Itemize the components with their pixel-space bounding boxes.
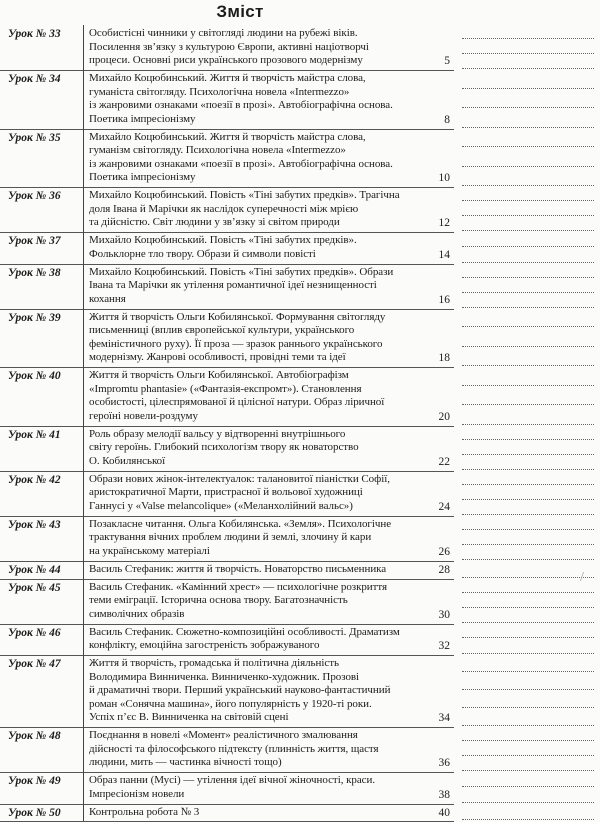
lesson-title-line: й драматичні твори. Перший український науково-фантастичний [89,684,391,697]
lesson-title [89,131,419,185]
note-line [462,499,594,500]
lesson-title [89,369,419,423]
toc-entry [0,580,600,625]
note-line [462,469,594,470]
page-number: 30 [438,608,450,621]
lesson-title-line: Поєднання в новелі «Момент» реалістичного змалювання [89,729,358,742]
lesson-label: Урок № 49 [8,775,61,788]
lesson-title-line: Життя й творчість Ольги Кобилянської. Автобіографізм [89,369,349,382]
note-line [462,404,594,405]
page-number: 8 [444,113,450,126]
lesson-title [89,72,419,126]
lesson-label: Урок № 47 [8,658,61,670]
column-divider [83,264,84,310]
column-divider [83,232,84,264]
column-divider [83,624,84,656]
toc-entry [0,26,600,71]
note-line [462,346,594,347]
note-line [462,514,594,515]
lesson-title-line: Образ панни (Мусі) — утілення ідеї вічної жіночності, краси. [89,774,376,787]
note-line [462,185,594,186]
lesson-title-line: дійсності та філософського підтексту (плинність життя, щастя [89,742,379,755]
lesson-title-line: Фольклорне тло твору. Образи й символи повісті [89,247,316,260]
lesson-label: Урок № 37 [8,235,61,248]
lesson-title-line: Ганнусі у «Valse melancolique» («Меланхолійний вальс») [89,499,353,512]
note-line [462,770,594,771]
note-line [462,671,594,672]
lesson-title-line: трактування вічних проблем людини й землі, злочину й кари [89,531,372,544]
lesson-title [89,473,419,514]
lesson-title-line: Особистісні чинники у світогляді людини на рубежі віків. [89,27,358,39]
lesson-title-line: із жанровими ознаками «поезії в прозі». Автобіографічна основа. [89,157,393,170]
note-line [462,559,594,560]
lesson-title-line: Посилення зв’язку з культурою Європи, активні націотворчі [89,40,369,53]
lesson-title [89,311,419,365]
toc-entry [0,130,600,189]
lesson-title [89,563,419,577]
lesson-title-line: письменниці (вплив європейської культури, українського [89,324,355,337]
lesson-title [89,189,419,230]
lesson-label: Урок № 34 [8,73,61,85]
lesson-title-line: аристократичної Марти, пристрасної й вольової художниці [89,486,363,499]
lesson-title-line: теми еміграції. Історична основа твору. Багатозначність [89,594,348,607]
column-divider [83,516,84,562]
note-line [462,786,594,787]
note-line [462,484,594,485]
toc-entry [0,310,600,369]
lesson-title [89,774,419,801]
lesson-title-line: Михайло Коцюбинський. Повість «Тіні забутих предків». [89,234,357,247]
column-divider [83,367,84,427]
note-line [462,277,594,278]
note-line [462,107,594,108]
page-number: 32 [438,640,450,653]
note-line [462,326,594,327]
lesson-title-line: конфлікту, емоційна загостреність зображуваного [89,639,320,652]
page-number: 40 [438,806,450,819]
lesson-title-line: Михайло Коцюбинський. Життя й творчість майстра слова, [89,72,366,84]
note-line [462,146,594,147]
lesson-title-line: Володимира Винниченка. Винниченко-художник. Прозові [89,670,360,683]
note-line [462,385,594,386]
toc-entry [0,265,600,310]
column-divider [83,471,84,517]
toc-entry [0,71,600,130]
lesson-title-line: феміністичного руху). Її проза — зразок раннього українського [89,337,383,350]
lesson-title-line: на українському матеріалі [89,544,210,557]
column-divider [83,655,84,728]
page-number: 20 [438,410,450,423]
lesson-label: Урок № 43 [8,518,61,531]
note-line [462,215,594,216]
lesson-title [89,729,419,770]
lesson-label: Урок № 48 [8,730,61,743]
note-line [462,454,594,455]
lesson-title-line: «Impromtu phantasie» («Фантазія-експромт»). Становлення [89,382,362,395]
note-line [462,689,594,690]
lesson-label: Урок № 45 [8,581,61,594]
page-number: 28 [438,563,450,576]
column-divider [83,561,84,580]
lesson-label: Урок № 36 [8,190,61,203]
lesson-label: Урок № 44 [8,563,61,576]
note-line [462,755,594,756]
note-line [462,127,594,128]
toc-entry [0,517,600,562]
note-line [462,307,594,308]
note-line [462,200,594,201]
lesson-title-line: Василь Стефаник. Сюжетно-композиційні особливості. Драматизм [89,625,400,638]
note-line [462,622,594,623]
note-line [462,53,594,54]
note-line [462,740,594,741]
lesson-title-line: Образи нових жінок-інтелектуалок: талановитої піаністки Софії, [89,472,390,485]
lesson-title-line: Поетика імпресіонізму [89,171,196,184]
toc-entry [0,625,600,656]
lesson-title-line: Імпресіонізм новели [89,787,185,800]
note-line [462,365,594,366]
note-line [462,653,594,654]
lesson-title-line: Життя й творчість, громадська й політична діяльність [89,657,339,669]
column-divider [83,309,84,369]
column-divider [83,187,84,233]
column-divider [83,804,84,822]
lesson-label: Урок № 39 [8,311,61,324]
lesson-title-line: кохання [89,292,126,305]
column-divider [83,727,84,773]
column-divider [83,70,84,130]
column-divider [83,426,84,472]
note-line [462,166,594,167]
lesson-title [89,581,419,622]
lesson-label: Урок № 41 [8,428,61,441]
toc-entry [0,562,600,580]
lesson-title-line: Успіх п’єс В. Винниченка на світовій сцені [89,711,289,724]
lesson-label: Урок № 40 [8,370,61,383]
lesson-title-line: гуманізм світогляду. Психологічна новела «Intermezzo» [89,144,346,157]
lesson-title-line: модернізму. Жанрові особливості, провідні теми та ідеї [89,351,346,364]
lesson-label: Урок № 46 [8,626,61,639]
page-number: 5 [444,55,450,68]
lesson-label: Урок № 35 [8,131,61,144]
page-number: 24 [438,500,450,513]
lesson-title-line: доля Івана й Марічки як наслідок суперечності між мрією [89,202,359,215]
lesson-label: Урок № 33 [8,28,61,40]
note-line [462,529,594,530]
toc-entry [0,773,600,804]
lesson-title-line: Василь Стефаник: життя й творчість. Новаторство письменника [89,562,387,575]
note-line [462,292,594,293]
page-number: 10 [438,172,450,185]
lesson-title-line: Поетика імпресіонізму [89,112,196,125]
toc-entry [0,656,600,728]
note-line [462,262,594,263]
note-line [462,246,594,247]
lesson-title [89,626,419,653]
toc-entry [0,188,600,233]
lesson-label: Урок № 50 [8,806,61,819]
note-line [462,802,594,803]
page-number: 38 [438,788,450,801]
note-line [462,544,594,545]
lesson-title-line: гуманіста світогляду. Психологічна новела «Intermezzo» [89,85,350,98]
lesson-title [89,27,419,68]
lesson-title [89,657,419,725]
lesson-title-line: символічних образів [89,607,185,620]
column-divider [83,129,84,189]
page-title: Зміст [216,2,264,21]
lesson-title-line: Роль образу мелодії вальсу у відтворенні внутрішнього [89,427,346,440]
pencil-mark: / [580,570,584,585]
lesson-title-line: роман «Сонячна машина», його популярність у 1920-ті роки. [89,697,372,710]
lesson-title-line: із жанровими ознаками «поезії в прозі». Автобіографічна основа. [89,99,393,112]
lesson-title-line: Михайло Коцюбинський. Повість «Тіні забутих предків». Трагічна [89,189,400,202]
note-line [462,607,594,608]
lesson-title [89,806,419,820]
lesson-title [89,266,419,307]
toc-entry [0,427,600,472]
column-divider [83,579,84,625]
lesson-title [89,234,419,261]
lesson-title-line: Контрольна робота № 3 [89,805,200,818]
note-line [462,577,594,578]
lesson-title-line: процеси. Основні риси українського прозового модернізму [89,54,363,67]
lesson-title-line: Життя й творчість Ольги Кобилянської. Формування світогляду [89,310,386,323]
lesson-title-line: та дійсністю. Світ людини у зв’язку зі світом природи [89,216,340,229]
lesson-title-line: світу героїнь. Глибокий психологізм твору як новаторство [89,441,359,454]
lesson-label: Урок № 42 [8,473,61,486]
page-number: 16 [438,293,450,306]
lesson-title-line: О. Кобилянської [89,454,166,467]
note-line [462,637,594,638]
lesson-title-line: Івана та Марічки як утілення романтичної ідеї незнищенності [89,279,377,292]
note-line [462,38,594,39]
page-number: 36 [438,757,450,770]
toc-entry [0,728,600,773]
page-number: 12 [438,217,450,230]
note-line [462,424,594,425]
toc-entry [0,233,600,264]
lesson-title-line: Позакласне читання. Ольга Кобилянська. «Земля». Психологічне [89,517,392,530]
column-divider [83,772,84,804]
note-line [462,725,594,726]
column-divider [83,25,84,71]
lesson-label: Урок № 38 [8,266,61,279]
note-line [462,819,594,820]
lesson-title-line: людини, мить — частинка вічності тощо) [89,756,282,769]
page-number: 22 [438,455,450,468]
lesson-title-line: героїні новели-роздуму [89,409,198,422]
lesson-title-line: особистості, цілеспрямованої й цілісної натури. Образ ліричної [89,396,385,409]
note-line [462,707,594,708]
toc-entry [0,805,600,822]
page-number: 34 [438,712,450,725]
note-line [462,439,594,440]
lesson-title-line: Михайло Коцюбинський. Життя й творчість майстра слова, [89,130,366,143]
toc-entry [0,472,600,517]
note-line [462,592,594,593]
lesson-title [89,518,419,559]
lesson-title [89,428,419,469]
lesson-title-line: Михайло Коцюбинський. Повість «Тіні забутих предків». Образи [89,265,394,278]
note-line [462,230,594,231]
page-number: 18 [438,352,450,365]
page-number: 14 [438,248,450,261]
note-line [462,88,594,89]
page-number: 26 [438,545,450,558]
lesson-title-line: Василь Стефаник. «Камінний хрест» — психологічне розкриття [89,580,388,593]
note-line [462,68,594,69]
toc-entry [0,368,600,427]
